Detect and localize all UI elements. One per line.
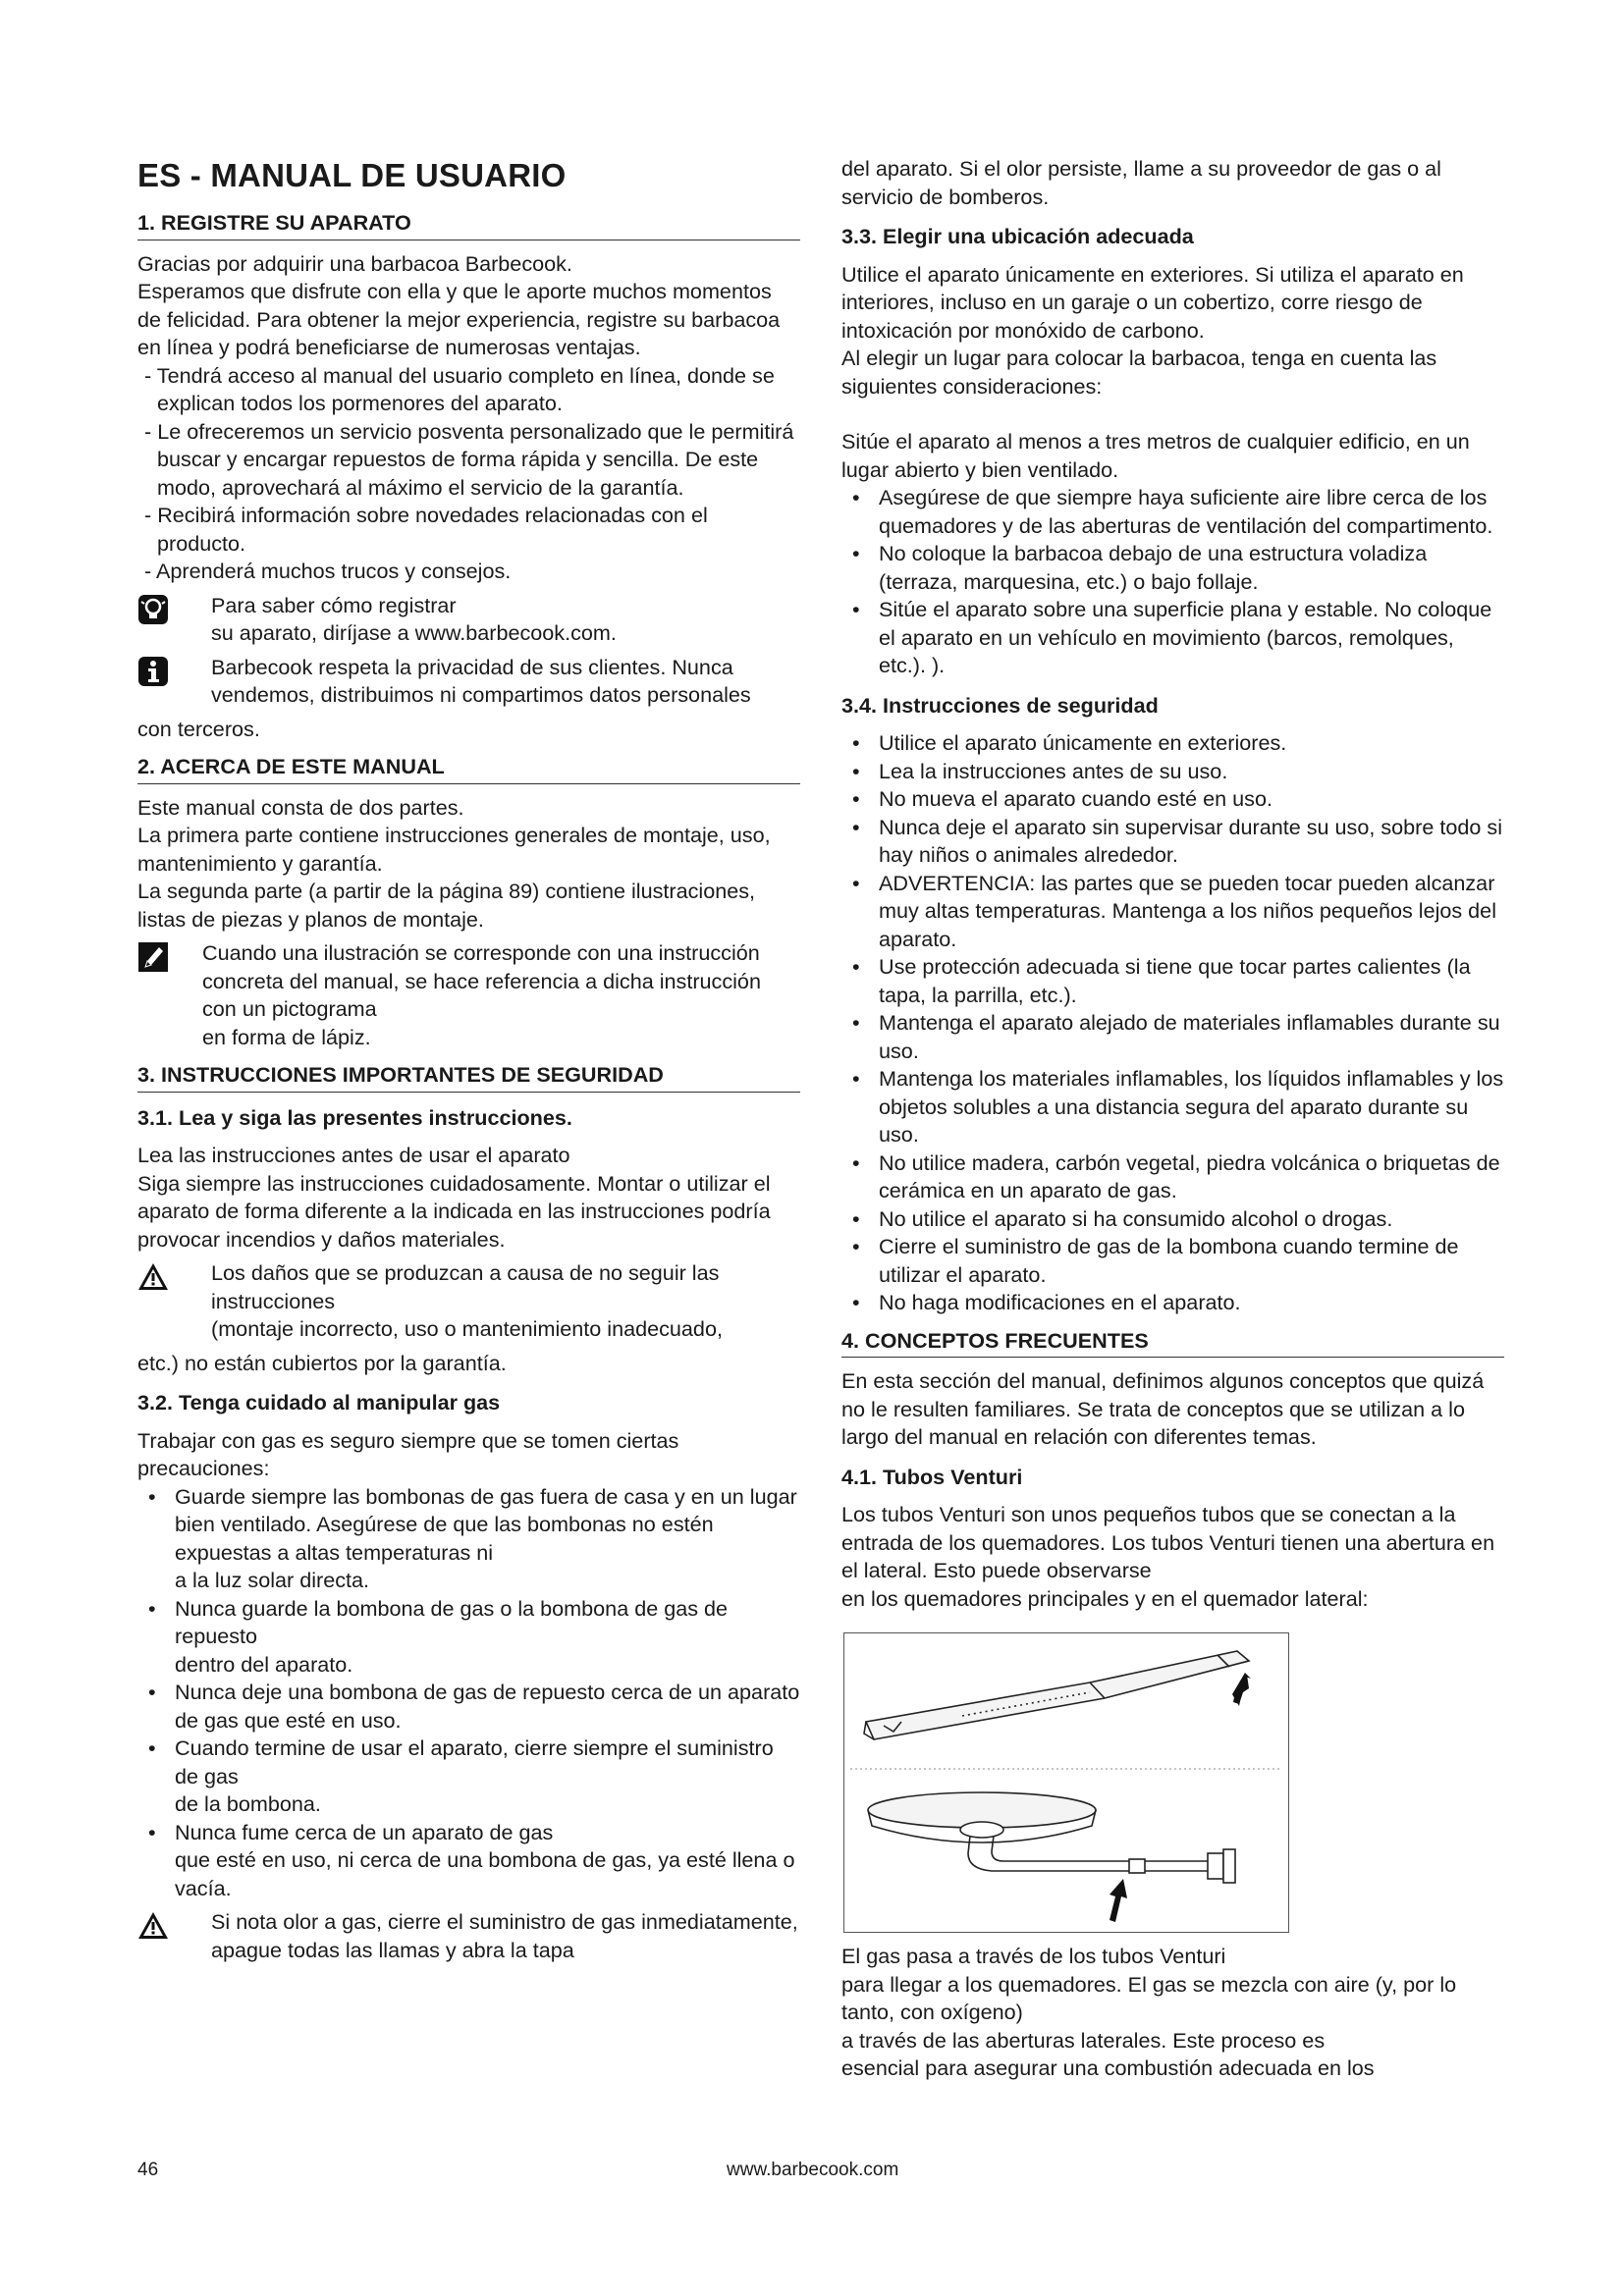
s41-after: esencial para asegurar una combustión adecuada en los bbox=[841, 2056, 1375, 2080]
info-note bbox=[137, 654, 800, 710]
list-item: • Cierre el suministro de gas de la bombona cuando termine de utilizar el aparato. bbox=[841, 1233, 1504, 1289]
list-item: • ADVERTENCIA: las partes que se pueden tocar pueden alcanzar muy altas temperaturas. Mantenga a los niños pequeños lejos del aparato. bbox=[841, 870, 1504, 954]
s32-intro: Trabajar con gas es seguro siempre que se tomen ciertas precauciones: bbox=[137, 1427, 679, 1480]
s2-para: Este manual consta de dos partes. bbox=[137, 794, 464, 820]
tip-note bbox=[137, 592, 800, 648]
left-column bbox=[137, 147, 800, 1970]
pencil-note-1: Cuando una ilustración se corresponde con una instrucción concreta del manual, se hace referencia a dicha instrucción con un pictograma bbox=[202, 940, 761, 1021]
s41-para: en los quemadores principales y en el quemador lateral: bbox=[841, 1585, 1369, 1611]
info-icon bbox=[137, 656, 169, 687]
list-item: • Utilice el aparato únicamente en exteriores. bbox=[841, 729, 1504, 758]
s2-para: La segunda parte (a partir de la página 89) contiene ilustraciones, listas de piezas y planos de montaje. bbox=[137, 879, 756, 932]
section-1-heading: 1. REGISTRE SU APARATO bbox=[137, 209, 800, 240]
list-item: • Asegúrese de que siempre haya suficiente aire libre cerca de los quemadores y de las aberturas de ventilación del compartimento. bbox=[841, 484, 1504, 540]
list-item: • Lea la instrucciones antes de su uso. bbox=[841, 758, 1504, 786]
section-3-heading: 3. INSTRUCCIONES IMPORTANTES DE SEGURIDAD bbox=[137, 1061, 800, 1093]
list-item: • Mantenga el aparato alejado de materiales inflamables durante su uso. bbox=[841, 1009, 1504, 1065]
warn1-line-2: (montaje incorrecto, uso o mantenimiento inadecuado, bbox=[211, 1316, 723, 1341]
info-tail: con terceros. bbox=[137, 716, 260, 741]
footer-url[interactable]: www.barbecook.com bbox=[727, 2160, 899, 2180]
s31-para: provocar incendios y daños materiales. bbox=[137, 1226, 506, 1252]
bullet-text: • Nunca guarde la bombona de gas o la bombona de gas de repuesto bbox=[175, 1595, 729, 1648]
s41-after: a través de las aberturas laterales. Este proceso es bbox=[841, 2027, 1326, 2053]
spacer bbox=[841, 400, 1504, 428]
list-item: • Use protección adecuada si tiene que tocar partes calientes (la tapa, la parrilla, etc.). bbox=[841, 953, 1504, 1009]
list-item: • Sitúe el aparato sobre una superficie plana y estable. No coloque el aparato en un vehículo en movimiento (barcos, remolques, etc.). ). bbox=[841, 596, 1504, 680]
s33-heading: 3.3. Elegir una ubicación adecuada bbox=[841, 224, 1194, 248]
bullet-text: de la bombona. bbox=[175, 1791, 321, 1816]
bullet-text: a la luz solar directa. bbox=[175, 1568, 370, 1592]
s1-intro-2: Esperamos que disfrute con ella y que le aporte muchos momentos de felicidad. Para obtener la mejor experiencia, registre su barbacoa en línea y podrá beneficiarse de numerosas ventajas. bbox=[137, 279, 781, 359]
s33-para: Utilice el aparato únicamente en exteriores. Si utiliza el aparato en interiores, incluso en un garaje o un cobertizo, corre riesgo de intoxicación por monóxido de carbono. bbox=[841, 261, 1464, 343]
section-4-heading: 4. CONCEPTOS FRECUENTES bbox=[841, 1327, 1504, 1359]
pencil-note bbox=[137, 939, 800, 1051]
bullet-text: • Nunca fume cerca de un aparato de gas bbox=[175, 1819, 554, 1844]
s33-para2: Sitúe el aparato al menos a tres metros de cualquier edificio, en un lugar abierto y bien ventilado. bbox=[841, 429, 1470, 482]
warning-icon bbox=[137, 1910, 169, 1942]
bullet-text: • Guarde siempre las bombonas de gas fuera de casa y en un lugar bien ventilado. Asegúrese de que las bombonas no estén expuestas a altas temperaturas ni bbox=[175, 1483, 797, 1565]
warning-icon bbox=[137, 1261, 169, 1293]
s41-heading: 4.1. Tubos Venturi bbox=[841, 1464, 1023, 1489]
s41-after: El gas pasa a través de los tubos Venturi bbox=[841, 1944, 1226, 1968]
list-item bbox=[137, 1483, 800, 1595]
venturi-tubes-drawing bbox=[844, 1633, 1288, 1932]
s1-bullet: - Le ofreceremos un servicio posventa personalizado que le permitirá buscar y encargar repuestos de forma rápida y sencilla. De este modo, aprovechará al máximo el servicio de la garantía. bbox=[144, 418, 794, 500]
list-item: • No coloque la barbacoa debajo de una estructura voladiza (terraza, marquesina, etc.) o bajo follaje. bbox=[841, 540, 1504, 596]
page-number: 46 bbox=[137, 2160, 159, 2180]
warn2-text: Si nota olor a gas, cierre el suministro de gas inmediatamente, apague todas las llamas y abra la tapa bbox=[211, 1909, 798, 1962]
s41-para: Los tubos Venturi son unos pequeños tubos que se conectan a la entrada de los quemadores. Los tubos Venturi tienen una abertura en el lateral. Esto puede observarse bbox=[841, 1502, 1495, 1582]
bullet-text: • Cuando termine de usar el aparato, cierre siempre el suministro de gas bbox=[175, 1735, 774, 1789]
s1-intro-1: Gracias por adquirir una barbacoa Barbecook. bbox=[137, 250, 572, 276]
bullet-text: que esté en uso, ni cerca de una bombona de gas, ya esté llena o vacía. bbox=[175, 1847, 795, 1900]
list-item: • No mueva el aparato cuando esté en uso. bbox=[841, 785, 1504, 814]
s33-para: Al elegir un lugar para colocar la barbacoa, tenga en cuenta las siguientes consideraciones: bbox=[841, 346, 1437, 399]
list-item: • No haga modificaciones en el aparato. bbox=[841, 1289, 1504, 1317]
bullet-text: dentro del aparato. bbox=[175, 1651, 353, 1677]
s31-heading: 3.1. Lea y siga las presentes instrucciones. bbox=[137, 1104, 572, 1130]
list-item: • No utilice el aparato si ha consumido alcohol o drogas. bbox=[841, 1205, 1504, 1234]
s4-intro: En esta sección del manual, definimos algunos conceptos que quizá no le resulten familiares. Se trata de conceptos que se utilizan a lo largo del manual en relación con diferentes temas. bbox=[841, 1368, 1485, 1449]
s2-para: La primera parte contiene instrucciones generales de montaje, uso, mantenimiento y garantía. bbox=[137, 823, 771, 876]
pencil-note-2: en forma de lápiz. bbox=[202, 1024, 371, 1049]
info-text: Barbecook respeta la privacidad de sus clientes. Nunca vendemos, distribuimos ni compartimos datos personales bbox=[211, 654, 751, 707]
warning-note-2 bbox=[137, 1908, 800, 1964]
page-title: ES - MANUAL DE USUARIO bbox=[137, 157, 567, 193]
s31-para: Lea las instrucciones antes de usar el aparato bbox=[137, 1143, 570, 1167]
s31-para: Siga siempre las instrucciones cuidadosamente. Montar o utilizar el aparato de forma diferente a la indicada en las instrucciones podría bbox=[137, 1170, 771, 1223]
venturi-illustration bbox=[843, 1632, 1289, 1933]
bullet-text: • Nunca deje una bombona de gas de repuesto cerca de un aparato de gas que esté en uso. bbox=[175, 1680, 800, 1733]
right-column bbox=[841, 155, 1504, 2083]
list-item bbox=[137, 1595, 800, 1680]
section-2-heading: 2. ACERCA DE ESTE MANUAL bbox=[137, 753, 800, 784]
pencil-icon bbox=[137, 941, 169, 973]
tip-line-1: Para saber cómo registrar bbox=[211, 592, 457, 617]
arrow-icon bbox=[1110, 1879, 1127, 1922]
list-item bbox=[137, 1679, 800, 1735]
lightbulb-icon bbox=[137, 594, 169, 625]
warn1-tail: etc.) no están cubiertos por la garantía. bbox=[137, 1350, 507, 1375]
s1-bullet: - Tendrá acceso al manual del usuario completo en línea, donde se explican todos los pormenores del aparato. bbox=[144, 362, 775, 415]
s34-heading: 3.4. Instrucciones de seguridad bbox=[841, 692, 1159, 718]
warning-note-1 bbox=[137, 1259, 800, 1344]
list-item: • No utilice madera, carbón vegetal, piedra volcánica o briquetas de cerámica en un aparato de gas. bbox=[841, 1149, 1504, 1205]
warn1-line-1: Los daños que se produzcan a causa de no seguir las instrucciones bbox=[211, 1260, 720, 1313]
s32-heading: 3.2. Tenga cuidado al manipular gas bbox=[137, 1390, 501, 1415]
list-item: • Nunca deje el aparato sin supervisar durante su uso, sobre todo si hay niños o animales alrededor. bbox=[841, 814, 1504, 870]
list-item bbox=[137, 1819, 800, 1903]
tip-line-2: su aparato, diríjase a www.barbecook.com. bbox=[211, 620, 617, 645]
warn2-continuation: del aparato. Si el olor persiste, llame a su proveedor de gas o al servicio de bomberos. bbox=[841, 156, 1441, 209]
s41-after: para llegar a los quemadores. El gas se mezcla con aire (y, por lo tanto, con oxígeno) bbox=[841, 1971, 1457, 2024]
s1-bullet: - Recibirá información sobre novedades relacionadas con el producto. bbox=[144, 503, 708, 556]
list-item: • Mantenga los materiales inflamables, los líquidos inflamables y los objetos solubles a una distancia segura del aparato durante su uso. bbox=[841, 1065, 1504, 1149]
list-item bbox=[137, 1735, 800, 1819]
s1-bullet: - Aprenderá muchos trucos y consejos. bbox=[144, 559, 512, 583]
